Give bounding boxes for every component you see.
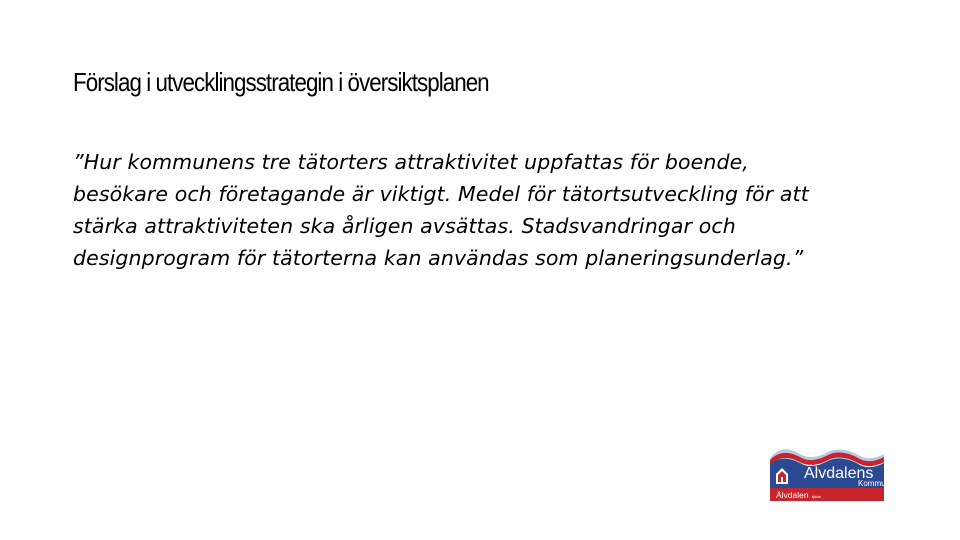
quote-line: ”Hur kommunens tre tätorters attraktivitet uppfattas för boende, <box>73 150 749 174</box>
quote-line: besökare och företagande är viktigt. Medel för tätortsutveckling för att <box>73 182 809 206</box>
logo-name: Älvdalens <box>804 465 874 482</box>
quote-line: designprogram för tätorterna kan användas som planeringsunderlag.” <box>73 246 804 270</box>
logo-footer-small: tjóda <box>812 494 821 499</box>
quote-line: stärka attraktiviteten ska årligen avsättas. Stadsvandringar och <box>73 214 736 238</box>
quote-paragraph <box>73 146 893 274</box>
alvdalens-kommun-logo <box>768 444 891 502</box>
slide-title: Förslag i utvecklingsstrategin i översiktsplanen <box>73 67 489 97</box>
logo-graphic <box>768 444 891 502</box>
logo-footer: Älvdalen <box>776 490 809 500</box>
logo-sub: Kommun <box>858 479 891 488</box>
